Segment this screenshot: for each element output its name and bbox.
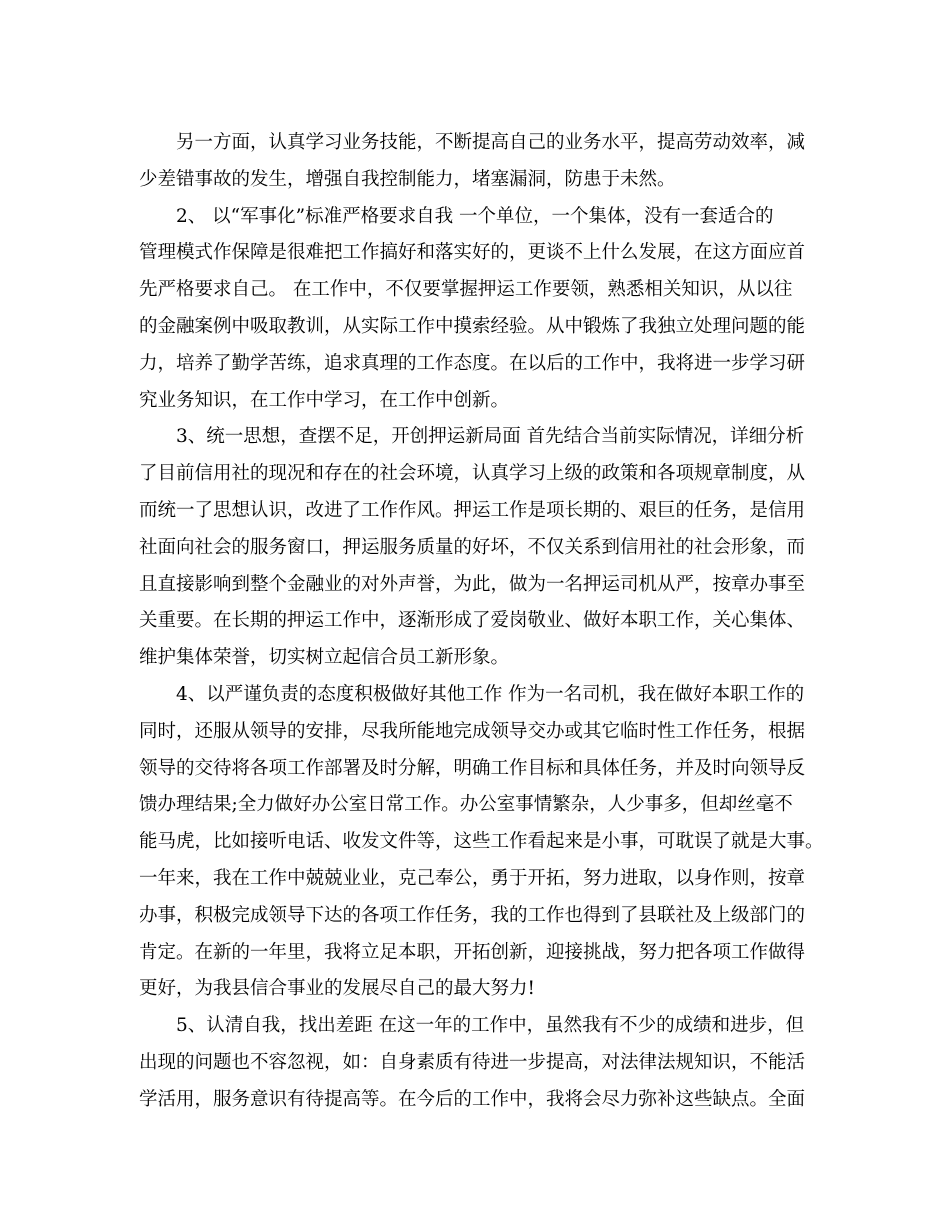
text-line: 肯定。在新的一年里，我将立足本职，开拓创新，迎接挑战，努力把各项工作做得 [139, 942, 806, 963]
text-line: 了目前信用社的现况和存在的社会环境，认真学习上级的政策和各项规章制度，从 [139, 463, 806, 484]
text-line: 更好，为我县信合事业的发展尽自己的最大努力! [139, 978, 535, 999]
text-line: 馈办理结果;全力做好办公室日常工作。办公室事情繁杂，人少事多，但却丝毫不 [139, 794, 793, 815]
text-line: 3、统一思想，查摆不足，开创押运新局面 首先结合当前实际情况，详细分析 [176, 426, 805, 447]
text-line: 管理模式作保障是很难把工作搞好和落实好的，更谈不上什么发展，在这方面应首 [139, 242, 806, 263]
text-line: 一年来，我在工作中兢兢业业，克己奉公，勇于开拓，努力进取，以身作则，按章 [139, 868, 806, 889]
text-line: 出现的问题也不容忽视，如：自身素质有待进一步提高，对法律法规知识，不能活 [139, 1052, 806, 1073]
text-line: 关重要。在长期的押运工作中，逐渐形成了爱岗敬业、做好本职工作，关心集体、 [139, 610, 806, 631]
text-line: 少差错事故的发生，增强自我控制能力，堵塞漏洞，防患于未然。 [139, 169, 676, 190]
text-line: 且直接影响到整个金融业的对外声誉，为此，做为一名押运司机从严，按章办事至 [139, 574, 806, 595]
text-line: 办事，积极完成领导下达的各项工作任务，我的工作也得到了县联社及上级部门的 [139, 905, 806, 926]
text-line: 2、 以“军事化”标准严格要求自我 一个单位，一个集体，没有一套适合的 [176, 206, 774, 227]
text-line: 而统一了思想认识，改进了工作作风。押运工作是项长期的、艰巨的任务，是信用 [139, 500, 806, 521]
text-line: 5、认清自我，找出差距 在这一年的工作中，虽然我有不少的成绩和进步，但 [176, 1015, 805, 1036]
text-line: 社面向社会的服务窗口，押运服务质量的好坏，不仅关系到信用社的社会形象，而 [139, 537, 806, 558]
text-line: 力，培养了勤学苦练，追求真理的工作态度。在以后的工作中，我将进一步学习研 [139, 353, 806, 374]
text-line: 领导的交待将各项工作部署及时分解，明确工作目标和具体任务，并及时向领导反 [139, 758, 806, 779]
text-line: 能马虎，比如接听电话、收发文件等，这些工作看起来是小事，可耽误了就是大事。 [139, 831, 824, 852]
text-line: 另一方面，认真学习业务技能，不断提高自己的业务水平，提高劳动效率，减 [176, 132, 806, 153]
text-line: 究业务知识，在工作中学习，在工作中创新。 [139, 390, 510, 411]
text-line: 4、以严谨负责的态度积极做好其他工作 作为一名司机，我在做好本职工作的 [176, 684, 805, 705]
text-line: 的金融案例中吸取教训，从实际工作中摸索经验。从中锻炼了我独立处理问题的能 [139, 316, 806, 337]
text-line: 维护集体荣誉，切实树立起信合员工新形象。 [139, 647, 510, 668]
text-line: 学活用，服务意识有待提高等。在今后的工作中，我将会尽力弥补这些缺点。全面 [139, 1089, 806, 1110]
text-line: 先严格要求自己。 在工作中，不仅要掌握押运工作要领，熟悉相关知识，从以往 [139, 279, 793, 300]
text-line: 同时，还服从领导的安排，尽我所能地完成领导交办或其它临时性工作任务，根据 [139, 721, 806, 742]
